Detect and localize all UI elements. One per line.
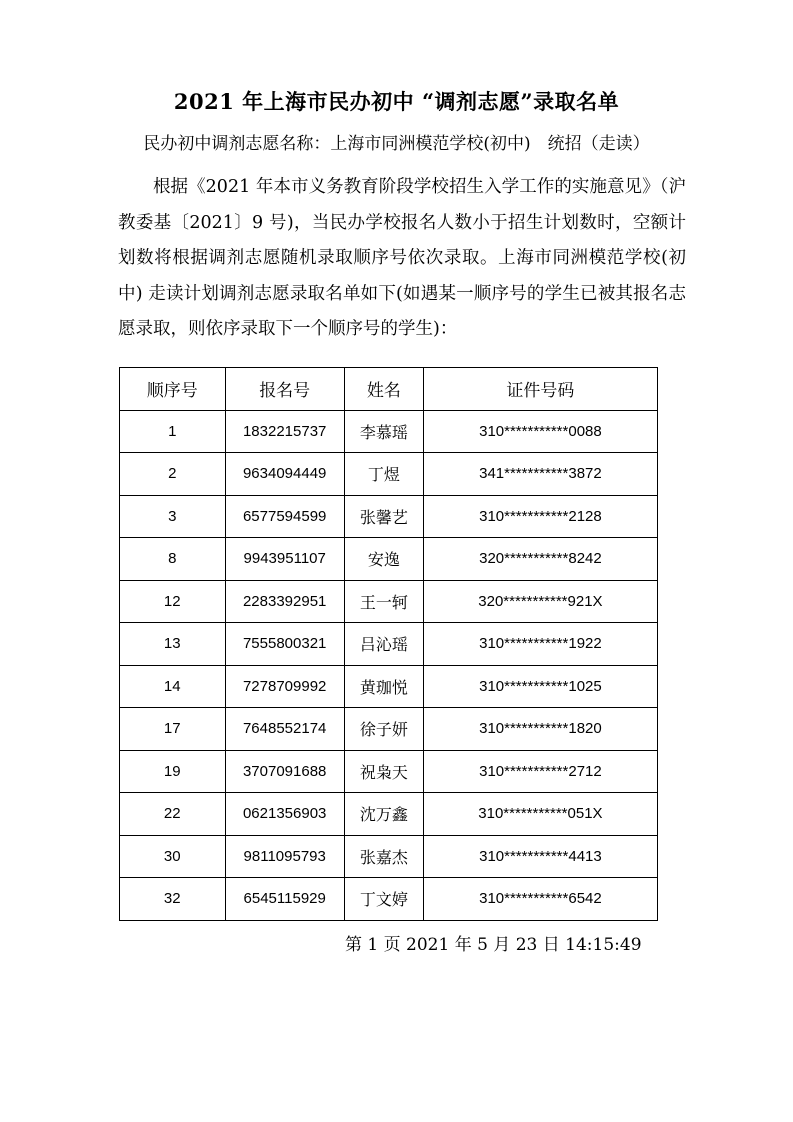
cell-name: 安逸 <box>344 538 423 581</box>
cell-id: 320***********921X <box>423 580 657 623</box>
cell-reg: 7278709992 <box>225 665 344 708</box>
cell-id: 310***********1025 <box>423 665 657 708</box>
cell-name: 丁煜 <box>344 453 423 496</box>
cell-reg: 9943951107 <box>225 538 344 581</box>
table-row <box>120 793 658 836</box>
cell-id: 310***********2712 <box>423 750 657 793</box>
cell-seq: 22 <box>120 793 226 836</box>
table-header-row <box>120 368 658 411</box>
cell-name: 沈万鑫 <box>344 793 423 836</box>
table-row <box>120 835 658 878</box>
table-row <box>120 623 658 666</box>
cell-name: 李慕瑶 <box>344 410 423 453</box>
cell-id: 310***********2128 <box>423 495 657 538</box>
document-subtitle: 民办初中调剂志愿名称：上海市同洲模范学校(初中) 统招（走读） <box>143 134 650 154</box>
cell-id: 320***********8242 <box>423 538 657 581</box>
cell-id: 341***********3872 <box>423 453 657 496</box>
cell-id: 310***********6542 <box>423 878 657 921</box>
table-row <box>120 538 658 581</box>
cell-seq: 19 <box>120 750 226 793</box>
header-seq: 顺序号 <box>120 368 226 411</box>
cell-reg: 2283392951 <box>225 580 344 623</box>
cell-seq: 14 <box>120 665 226 708</box>
header-reg: 报名号 <box>225 368 344 411</box>
cell-reg: 7555800321 <box>225 623 344 666</box>
cell-name: 张嘉杰 <box>344 835 423 878</box>
cell-seq: 13 <box>120 623 226 666</box>
header-name: 姓名 <box>344 368 423 411</box>
cell-name: 吕沁瑶 <box>344 623 423 666</box>
table-row <box>120 453 658 496</box>
cell-reg: 3707091688 <box>225 750 344 793</box>
cell-name: 张馨艺 <box>344 495 423 538</box>
cell-name: 黄珈悦 <box>344 665 423 708</box>
cell-seq: 1 <box>120 410 226 453</box>
admission-table <box>119 367 658 921</box>
cell-seq: 32 <box>120 878 226 921</box>
cell-name: 祝枭天 <box>344 750 423 793</box>
table-row <box>120 410 658 453</box>
cell-name: 徐子妍 <box>344 708 423 751</box>
cell-reg: 6545115929 <box>225 878 344 921</box>
cell-id: 310***********1820 <box>423 708 657 751</box>
cell-name: 丁文婷 <box>344 878 423 921</box>
intro-paragraph: 根据《2021 年本市义务教育阶段学校招生入学工作的实施意见》（沪教委基〔2021〕9 号)，当民办学校报名人数小于招生计划数时，空额计划数将根据调剂志愿随机录取顺序号依次录取。上海市同洲模范学校(初中) 走读计划调剂志愿录取名单如下(如遇某一顺序号的学生已被其报名志愿录取，则依序录取下一个顺序号的学生)： <box>118 177 686 339</box>
cell-id: 310***********0088 <box>423 410 657 453</box>
cell-seq: 3 <box>120 495 226 538</box>
table-row <box>120 750 658 793</box>
table-row <box>120 708 658 751</box>
header-id: 证件号码 <box>423 368 657 411</box>
cell-seq: 17 <box>120 708 226 751</box>
cell-seq: 8 <box>120 538 226 581</box>
document-title: 2021 年上海市民办初中 “调剂志愿”录取名单 <box>173 89 620 114</box>
cell-seq: 12 <box>120 580 226 623</box>
table-row <box>120 878 658 921</box>
cell-reg: 1832215737 <box>225 410 344 453</box>
cell-reg: 9634094449 <box>225 453 344 496</box>
cell-reg: 7648552174 <box>225 708 344 751</box>
page-footer: 第 1 页 2021 年 5 月 23 日 14:15:49 <box>345 935 642 955</box>
cell-id: 310***********1922 <box>423 623 657 666</box>
table-row <box>120 580 658 623</box>
cell-id: 310***********051X <box>423 793 657 836</box>
cell-id: 310***********4413 <box>423 835 657 878</box>
cell-name: 王一轲 <box>344 580 423 623</box>
cell-seq: 2 <box>120 453 226 496</box>
cell-reg: 0621356903 <box>225 793 344 836</box>
table-row <box>120 665 658 708</box>
cell-reg: 9811095793 <box>225 835 344 878</box>
table-row <box>120 495 658 538</box>
cell-seq: 30 <box>120 835 226 878</box>
cell-reg: 6577594599 <box>225 495 344 538</box>
